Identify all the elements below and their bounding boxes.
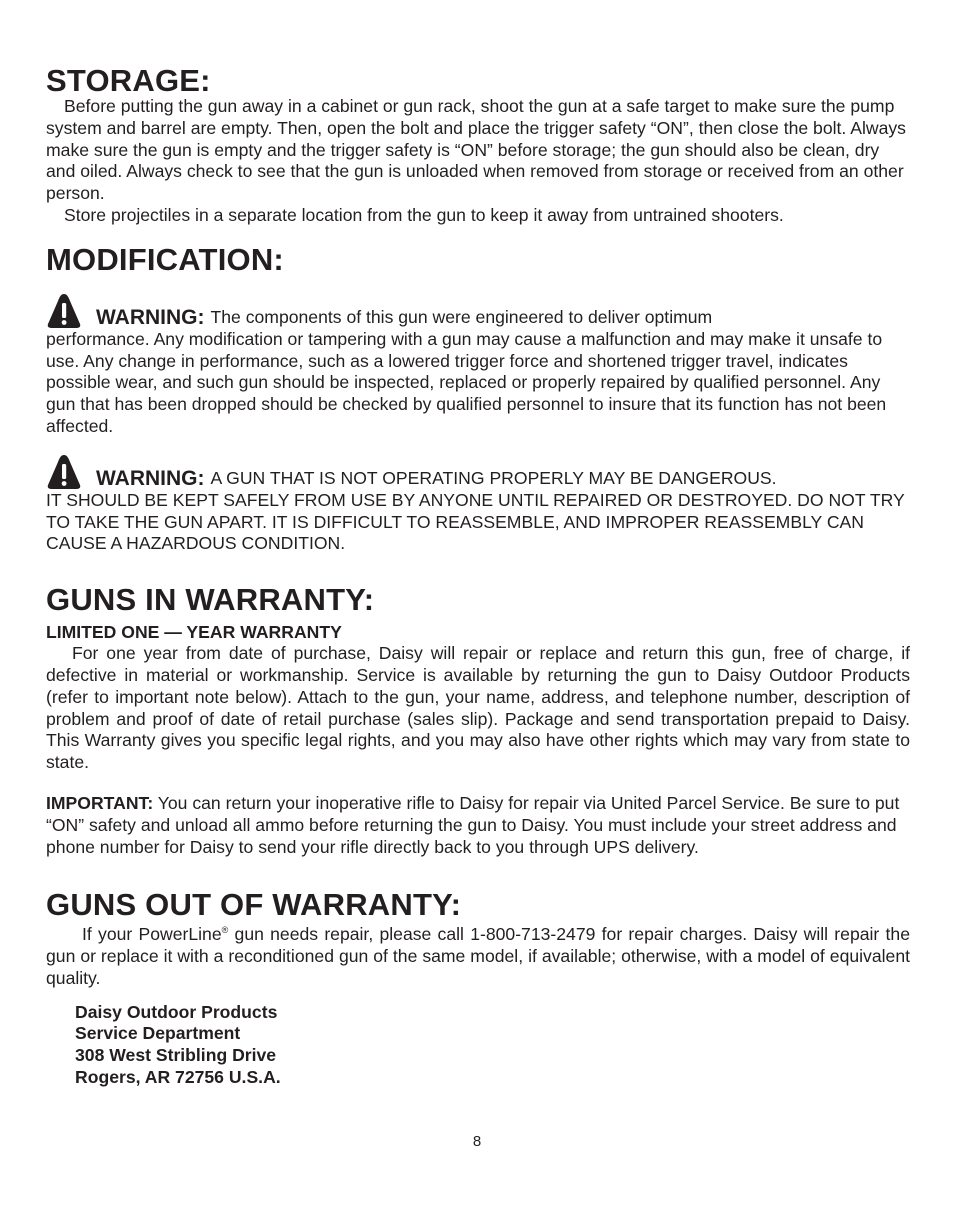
storage-section <box>46 62 910 227</box>
page-content <box>46 60 910 1089</box>
out-warranty-text-start: If your PowerLine <box>82 924 222 945</box>
warning-label-1: WARNING: <box>96 305 205 329</box>
modification-heading: MODIFICATION: <box>46 241 284 277</box>
registered-mark: ® <box>221 925 229 936</box>
out-warranty-paragraph <box>46 920 910 989</box>
storage-paragraph-2: Store projectiles in a separate location from the gun to keep it away from untrained shooters. <box>64 204 784 225</box>
warning-icon <box>46 454 82 490</box>
modification-section <box>46 241 910 555</box>
warning-text-1-rest: performance. Any modification or tampering with a gun may cause a malfunction and may make it unsafe to use. Any change in performance, such as a lowered trigger force and shortened trigger travel, indicates possible wear, and such gun should be inspected, replaced or properly repaired by qualified personnel. Any gun that has been dropped should be checked by qualified personnel to insure that its function has not been affected. <box>46 328 887 436</box>
warranty-subheading: LIMITED ONE — YEAR WARRANTY <box>46 622 342 643</box>
important-text: You can return your inoperative rifle to Daisy for repair via United Parcel Service. Be sure to put “ON” safety and unload all ammo before returning the gun to Daisy. You must include your street address and phone number for Daisy to send your rifle directly back to you through UPS delivery. <box>46 792 900 857</box>
storage-paragraph-1: Before putting the gun away in a cabinet or gun rack, shoot the gun at a safe target to make sure the pump system and barrel are empty. Then, open the bolt and place the trigger safety “ON”, then close the bolt. Always make sure the gun is empty and the trigger safety is “ON” before storage; the gun should also be clean, dry and oiled. Always check to see that the gun is unloaded when removed from storage or received from an other person. <box>46 96 906 204</box>
warranty-paragraph: For one year from date of purchase, Daisy will repair or replace and return this gun, free of charge, if defective in material or workmanship. Service is available by returning the gun to Daisy Outdoor Products (refer to important note below). Attach to the gun, your name, address, and telephone number, description of problem and proof of date of retail purchase (sales slip). Package and send transportation prepaid to Daisy. This Warranty gives you specific legal rights, and you may also have other rights which may vary from state to state. <box>46 643 910 773</box>
address-line: Service Department <box>75 1023 241 1044</box>
service-address <box>75 1002 910 1089</box>
warning-text-2-rest: IT SHOULD BE KEPT SAFELY FROM USE BY ANYONE UNTIL REPAIRED OR DESTROYED. DO NOT TRY TO TAKE THE GUN APART. IT IS DIFFICULT TO REASSEMBLE, AND IMPROPER REASSEMBLY CAN CAUSE A HAZARDOUS CONDITION. <box>46 489 905 554</box>
out-warranty-section <box>46 886 910 1088</box>
in-warranty-heading: GUNS IN WARRANTY: <box>46 582 375 618</box>
warning-text-1-first: The components of this gun were engineered to deliver optimum <box>210 306 713 327</box>
out-warranty-text-end: gun needs repair, please call 1-800-713-2479 for repair charges. Daisy will repair the gun or replace it with a reconditioned gun of the same model, if available; otherwise, with a model of equivalent quality. <box>46 924 910 988</box>
address-line: Rogers, AR 72756 U.S.A. <box>75 1066 281 1087</box>
address-line: 308 West Stribling Drive <box>75 1045 277 1066</box>
warning-block-1 <box>46 293 910 438</box>
important-label: IMPORTANT: <box>46 792 154 813</box>
important-paragraph <box>46 793 910 858</box>
warning-text-2-first: A GUN THAT IS NOT OPERATING PROPERLY MAY BE DANGEROUS. <box>210 467 777 488</box>
page-number: 8 <box>472 1133 482 1150</box>
address-line: Daisy Outdoor Products <box>75 1001 278 1022</box>
out-warranty-heading: GUNS OUT OF WARRANTY: <box>46 887 462 923</box>
storage-heading: STORAGE: <box>46 63 211 98</box>
warning-icon <box>46 293 82 329</box>
warning-block-2 <box>46 454 910 555</box>
in-warranty-section <box>46 581 910 858</box>
warning-label-2: WARNING: <box>96 466 205 490</box>
